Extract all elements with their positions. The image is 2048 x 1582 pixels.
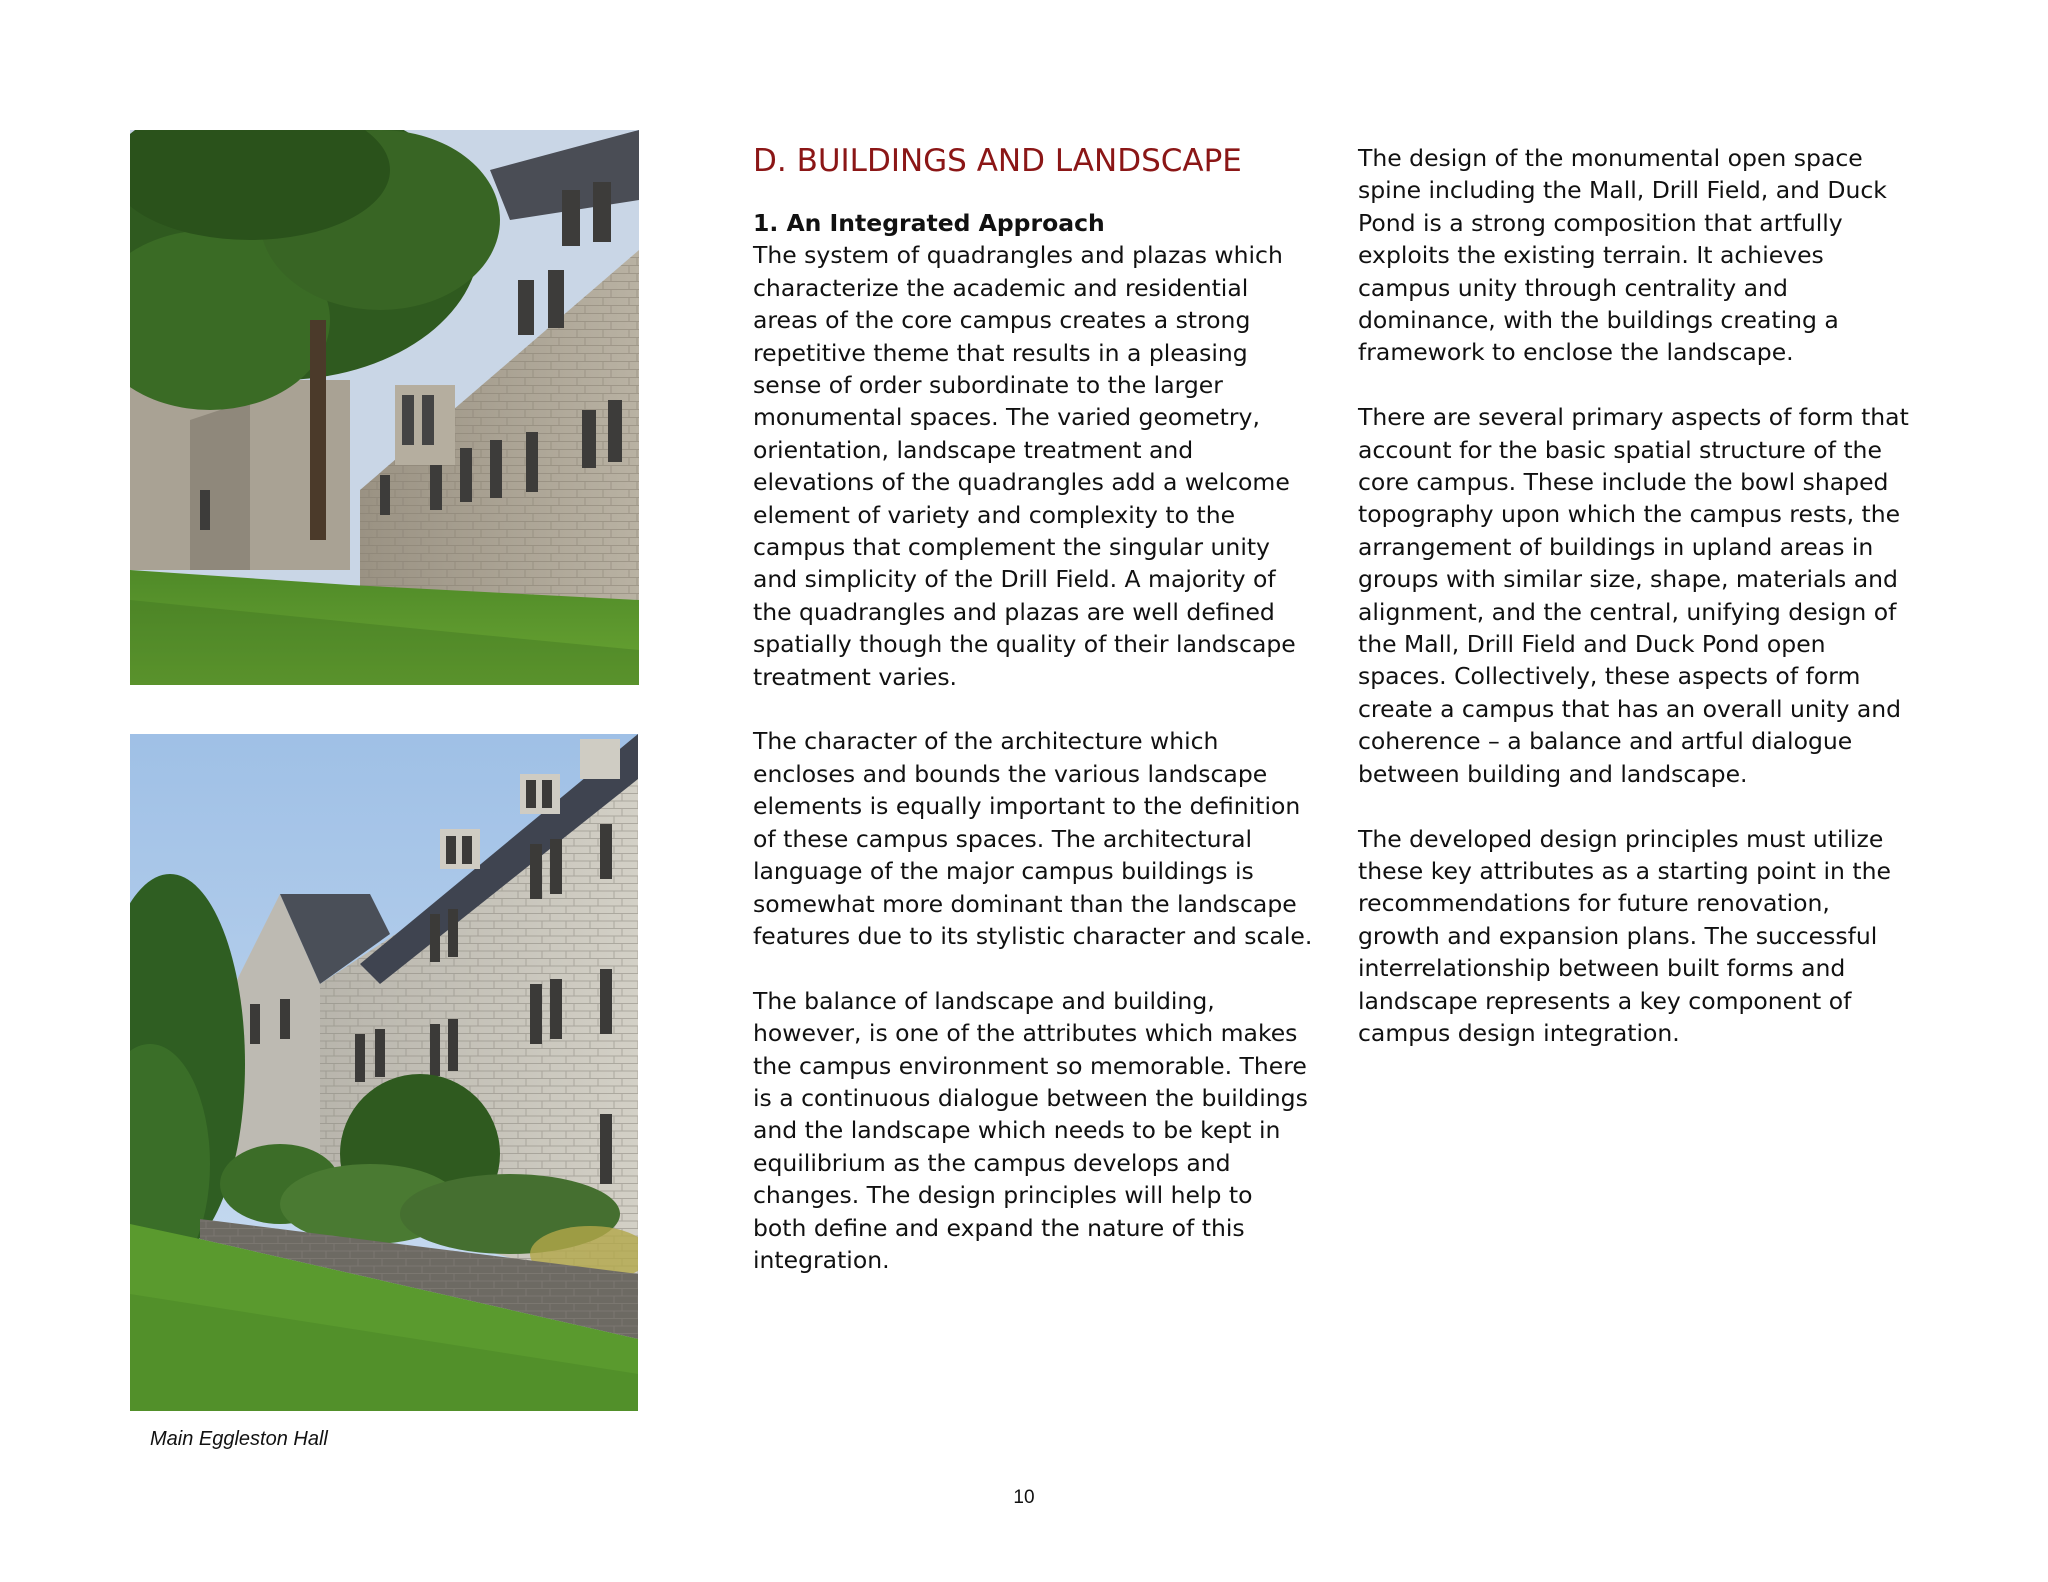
section-title: D. BUILDINGS AND LANDSCAPE xyxy=(753,143,1242,179)
photo-main-eggleston-hall-image xyxy=(130,734,638,1411)
text-column-left xyxy=(753,141,1313,1309)
body-paragraph: The design of the monumental open space spine including the Mall, Drill Field, and Duck Pond is a strong composition that artfully exploits the existing terrain. It achieves campus unity through centrality and dominance, with the buildings creating a framework to enclose the landscape. xyxy=(1358,144,1887,367)
body-paragraph: The balance of landscape and building, however, is one of the attributes which makes the campus environment so memorable. There is a continuous dialogue between the buildings and the landscape which needs to be kept in equilibrium as the campus develops and changes. The design principles will help to both define and expand the nature of this integration. xyxy=(753,986,1308,1274)
photo-building-with-tree-image xyxy=(130,130,639,685)
body-paragraph: There are several primary aspects of form that account for the basic spatial structure of the core campus. These include the bowl shaped topography upon which the campus rests, the arrangement of buildings in upland areas in groups with similar size, shape, materials and alignment, and the central, unifying design of the Mall, Drill Field and Duck Pond open spaces. Collectively, these aspects of form create a campus that has an overall unity and coherence – a balance and artful dialogue between building and landscape. xyxy=(1358,403,1909,788)
photo-building-with-tree xyxy=(130,130,639,685)
photo-main-eggleston-hall xyxy=(130,734,638,1411)
body-paragraph: The system of quadrangles and plazas which characterize the academic and residential areas of the core campus creates a strong repetitive theme that results in a pleasing sense of order subordinate to the larger monumental spaces. The varied geometry, orientation, landscape treatment and elevations of the quadrangles add a welcome element of variety and complexity to the campus that complement the singular unity and simplicity of the Drill Field. A majority of the quadrangles and plazas are well defined spatially though the quality of their landscape treatment varies. xyxy=(753,241,1296,691)
page-number: 10 xyxy=(1013,1487,1035,1508)
body-paragraph: The character of the architecture which encloses and bounds the various landscape elements is equally important to the definition of these campus spaces. The architectural language of the major campus buildings is somewhat more dominant than the landscape features due to its stylistic character and scale. xyxy=(753,727,1313,950)
text-column-right xyxy=(1358,142,1918,1082)
section-subtitle: 1. An Integrated Approach xyxy=(753,209,1105,237)
body-paragraph: The developed design principles must utilize these key attributes as a starting point in the recommendations for future renovation, growth and expansion plans. The successful interrelationship between built forms and landscape represents a key component of campus design integration. xyxy=(1358,824,1891,1047)
photo-caption: Main Eggleston Hall xyxy=(150,1428,328,1450)
